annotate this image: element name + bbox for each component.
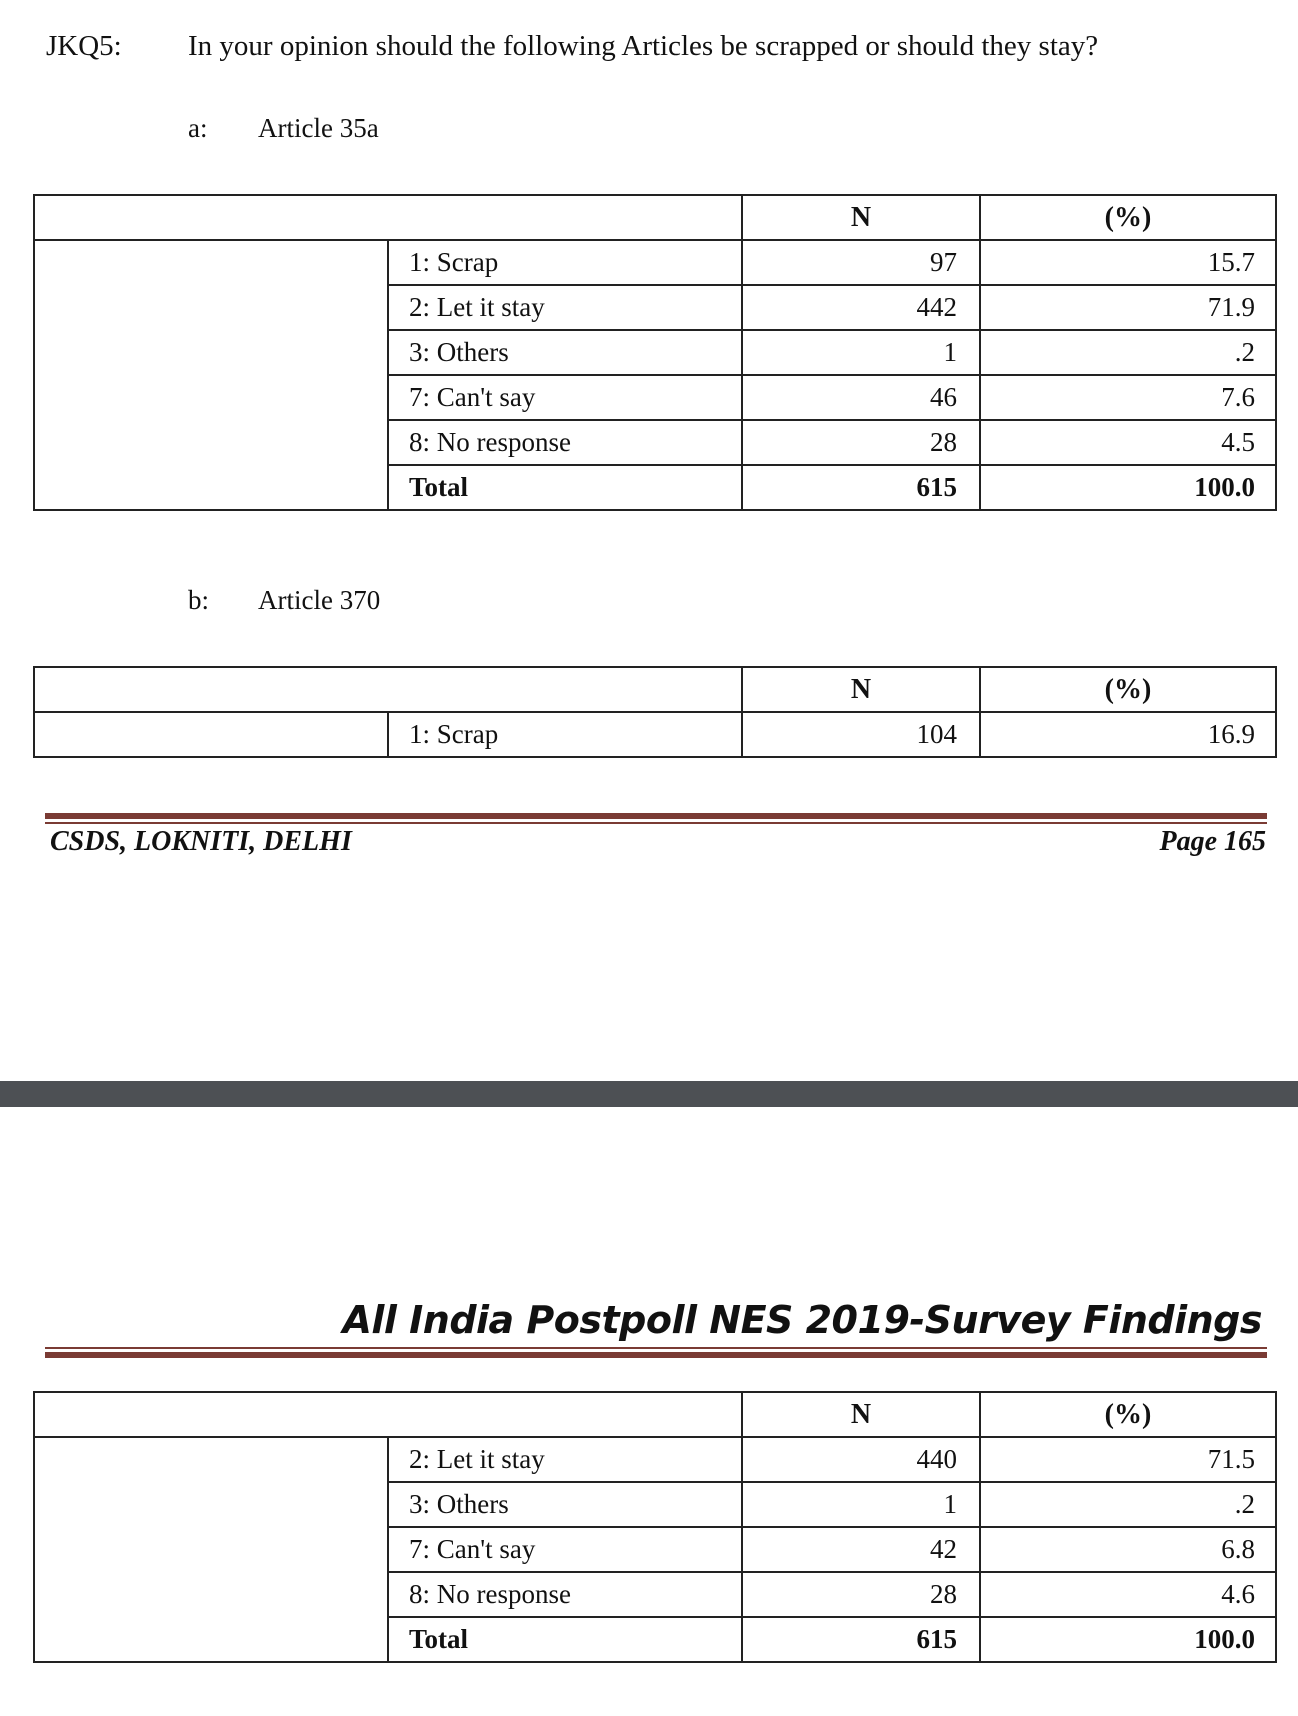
header-rule [45, 1352, 1267, 1358]
header-rule-thin [45, 1347, 1267, 1349]
question-code: JKQ5: [46, 30, 122, 62]
row-label: 2: Let it stay [388, 1437, 742, 1482]
part-b-letter: b: [188, 585, 210, 615]
part-b-title: Article 370 [258, 585, 381, 615]
row-percent: 4.6 [980, 1572, 1276, 1617]
row-percent: 6.8 [980, 1527, 1276, 1572]
table-row [34, 712, 1276, 757]
row-n: 1 [742, 1482, 980, 1527]
table-row [34, 1572, 1276, 1617]
row-label: 1: Scrap [388, 712, 742, 757]
row-n: 615 [742, 465, 980, 510]
table-row [34, 285, 1276, 330]
row-percent: 100.0 [980, 1617, 1276, 1662]
article-370-table-part2 [33, 1391, 1277, 1663]
row-n: 104 [742, 712, 980, 757]
part-a-title: Article 35a [258, 113, 379, 143]
article-370-table-part1 [33, 666, 1277, 758]
row-n: 97 [742, 240, 980, 285]
row-percent: 16.9 [980, 712, 1276, 757]
row-label: 7: Can't say [388, 1527, 742, 1572]
row-percent: .2 [980, 330, 1276, 375]
row-label: Total [388, 1617, 742, 1662]
row-percent: 71.9 [980, 285, 1276, 330]
table-row [34, 240, 1276, 285]
article-35a-table [33, 194, 1277, 511]
row-label: 8: No response [388, 420, 742, 465]
percent-column-header: (%) [980, 195, 1276, 240]
n-column-header: N [742, 1392, 980, 1437]
table-row [34, 1437, 1276, 1482]
total-row [34, 465, 1276, 510]
row-label: 1: Scrap [388, 240, 742, 285]
row-n: 442 [742, 285, 980, 330]
row-n: 615 [742, 1617, 980, 1662]
footer-rule-thin [45, 822, 1267, 824]
table-header-row [34, 195, 1276, 240]
percent-column-header: (%) [980, 667, 1276, 712]
row-percent: 15.7 [980, 240, 1276, 285]
row-n: 28 [742, 420, 980, 465]
n-column-header: N [742, 667, 980, 712]
percent-column-header: (%) [980, 1392, 1276, 1437]
part-a-letter: a: [188, 113, 208, 143]
question-text: In your opinion should the following Articles be scrapped or should they stay? [188, 30, 1099, 62]
table-header-row [34, 667, 1276, 712]
row-label: 8: No response [388, 1572, 742, 1617]
table-row [34, 1482, 1276, 1527]
page-break-bar [0, 1081, 1298, 1107]
row-label: 3: Others [388, 1482, 742, 1527]
table-row [34, 1527, 1276, 1572]
table-row [34, 375, 1276, 420]
row-n: 42 [742, 1527, 980, 1572]
row-n: 440 [742, 1437, 980, 1482]
table-header-row [34, 1392, 1276, 1437]
row-percent: 100.0 [980, 465, 1276, 510]
row-label: Total [388, 465, 742, 510]
row-n: 46 [742, 375, 980, 420]
row-n: 28 [742, 1572, 980, 1617]
footer-rule [45, 813, 1267, 819]
row-label: 3: Others [388, 330, 742, 375]
total-row [34, 1617, 1276, 1662]
table-row [34, 420, 1276, 465]
table-row [34, 330, 1276, 375]
row-percent: 4.5 [980, 420, 1276, 465]
row-n: 1 [742, 330, 980, 375]
row-percent: 7.6 [980, 375, 1276, 420]
row-label: 2: Let it stay [388, 285, 742, 330]
row-label: 7: Can't say [388, 375, 742, 420]
n-column-header: N [742, 195, 980, 240]
footer-organization: CSDS, LOKNITI, DELHI [50, 826, 352, 857]
footer-page-number: Page 165 [1159, 826, 1266, 857]
row-percent: .2 [980, 1482, 1276, 1527]
row-percent: 71.5 [980, 1437, 1276, 1482]
page-header-title: All India Postpoll NES 2019-Survey Findings [342, 1298, 1262, 1342]
